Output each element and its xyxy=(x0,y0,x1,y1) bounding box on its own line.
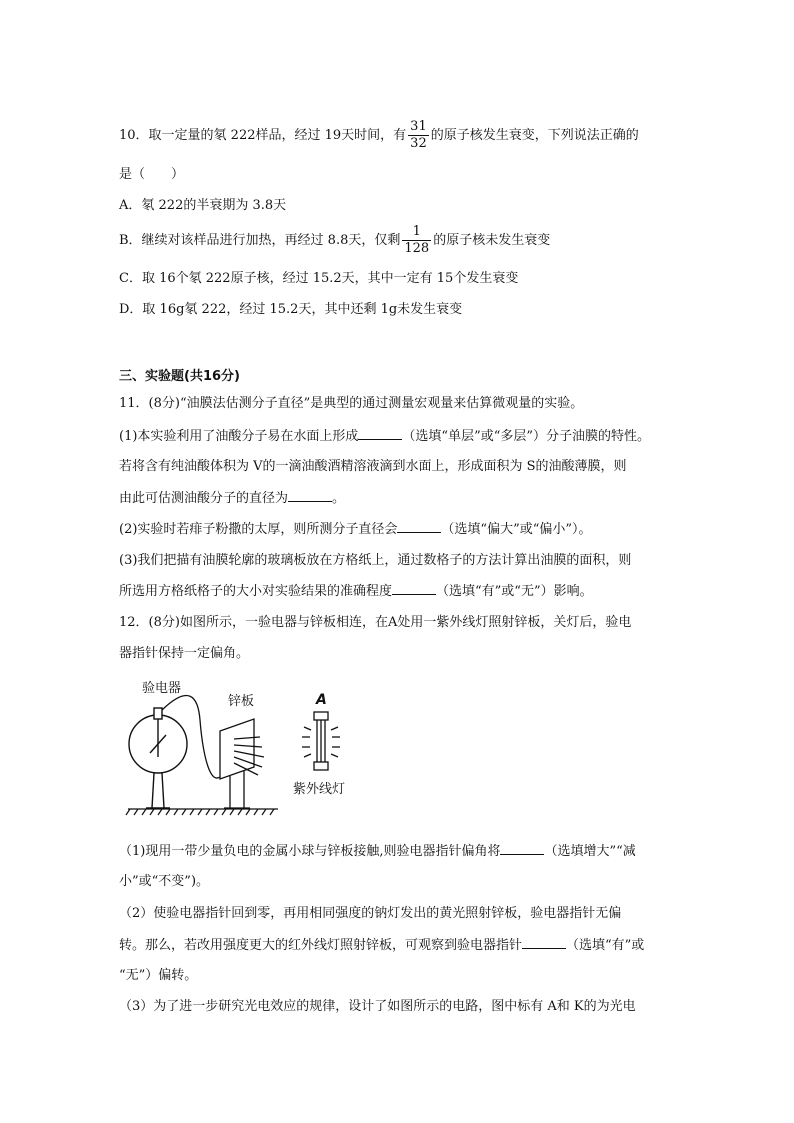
q11-l5a: (2)实验时若痱子粉撒的太厚，则所测分子直径会 xyxy=(119,522,398,537)
label-uv-lamp: 紫外线灯 xyxy=(293,782,346,797)
photoelectric-figure xyxy=(118,675,378,825)
q10-opt-b-fraction xyxy=(402,224,431,257)
q11-l7b: （选填“有”或“无”）影响。 xyxy=(436,584,593,599)
q12-sub3-line1: （3）为了进一步研究光电效应的规律，设计了如图所示的电路，图中标有 A和 K的为光电 xyxy=(119,999,636,1014)
q10-fraction xyxy=(408,119,429,152)
q11-line7 xyxy=(119,582,593,601)
q11-line4 xyxy=(119,489,345,508)
answer-blank xyxy=(288,489,332,502)
q10-stem-b: 的原子核发生衰变，下列说法正确的 xyxy=(430,128,639,143)
q10-option-d: D．取 16g氡 222，经过 15.2天，其中还剩 1g未发生衰变 xyxy=(119,302,463,317)
q11-l7a: 所选用方格纸格子的大小对实验结果的准确程度 xyxy=(119,584,393,599)
q10-stem-line1 xyxy=(119,119,639,152)
answer-blank xyxy=(500,842,544,855)
q10-opt-b-b: 的原子核未发生衰变 xyxy=(433,233,551,248)
q11-line5 xyxy=(119,520,592,539)
q12-sub2-line3: “无”）偏转。 xyxy=(119,968,198,983)
q11-line2 xyxy=(119,427,650,446)
section-title: 三、实验题(共16分) xyxy=(119,369,240,384)
ground xyxy=(126,809,278,815)
electroscope xyxy=(129,708,187,808)
q12-s2c: （选填“有”或 xyxy=(566,938,645,953)
zinc-plate xyxy=(220,719,264,808)
label-zinc: 锌板 xyxy=(228,694,255,709)
q12-s1a: （1)现用一带少量负电的金属小球与锌板接触,则验电器指针偏角将 xyxy=(119,844,501,859)
q12-sub1-line1 xyxy=(119,842,636,861)
q11-l4a: 由此可估测油酸分子的直径为 xyxy=(119,491,289,506)
q12-s1b: （选填增大”“减 xyxy=(544,844,636,859)
answer-blank xyxy=(392,582,436,595)
q10-opt-b-num: 1 xyxy=(402,224,431,241)
q12-s2b: 转。那么，若改用强度更大的红外线灯照射锌板，可观察到验电器指针 xyxy=(119,938,523,953)
q10-option-a: A．氡 222的半衰期为 3.8天 xyxy=(119,198,287,213)
q10-stem-a: 10．取一定量的氡 222样品，经过 19天时间，有 xyxy=(119,128,407,143)
q10-stem-c: 是（ ） xyxy=(119,167,185,182)
q12-sub1-line2: 小”或“不变”)。 xyxy=(119,874,210,889)
q12-line1: 12．(8分)如图所示，一验电器与锌板相连，在A处用一紫外线灯照射锌板，关灯后，验电 xyxy=(119,615,632,630)
q11-l5b: （选填“偏大”或“偏小”）。 xyxy=(441,522,592,537)
q12-sub2-line2 xyxy=(119,936,644,955)
q11-line3: 若将含有纯油酸体积为 V的一滴油酸酒精溶液滴到水面上，形成面积为 S的油酸薄膜，则 xyxy=(119,459,627,474)
label-electroscope: 验电器 xyxy=(142,681,182,696)
q11-line6: (3)我们把描有油膜轮廓的玻璃板放在方格纸上，通过数格子的方法计算出油膜的面积，则 xyxy=(119,553,632,568)
q11-line1: 11．(8分)“油膜法估测分子直径”是典型的通过测量宏观量来估算微观量的实验。 xyxy=(119,396,584,411)
q12-line2: 器指针保持一定偏角。 xyxy=(119,646,250,661)
q10-opt-b-a: B．继续对该样品进行加热，再经过 8.8天，仅剩 xyxy=(119,233,401,248)
q11-l2a: (1)本实验利用了油酸分子易在水面上形成 xyxy=(119,429,359,444)
q10-frac-den: 32 xyxy=(410,136,427,151)
answer-blank xyxy=(522,936,566,949)
answer-blank xyxy=(397,520,441,533)
q10-option-b xyxy=(119,224,550,257)
q11-l2b: （选填“单层”或“多层”）分子油膜的特性。 xyxy=(402,429,651,444)
q12-sub2-line1: （2）使验电器指针回到零，再用相同强度的钠灯发出的黄光照射锌板，验电器指针无偏 xyxy=(119,906,622,921)
q11-l4b: 。 xyxy=(332,491,346,506)
answer-blank xyxy=(358,427,402,440)
q10-opt-b-den: 128 xyxy=(404,241,430,256)
label-a: A xyxy=(316,692,327,708)
q10-frac-num: 31 xyxy=(410,119,427,134)
uv-lamp xyxy=(302,712,340,770)
q10-option-c: C．取 16个氡 222原子核，经过 15.2天，其中一定有 15个发生衰变 xyxy=(119,271,519,286)
connecting-wire xyxy=(162,696,220,779)
